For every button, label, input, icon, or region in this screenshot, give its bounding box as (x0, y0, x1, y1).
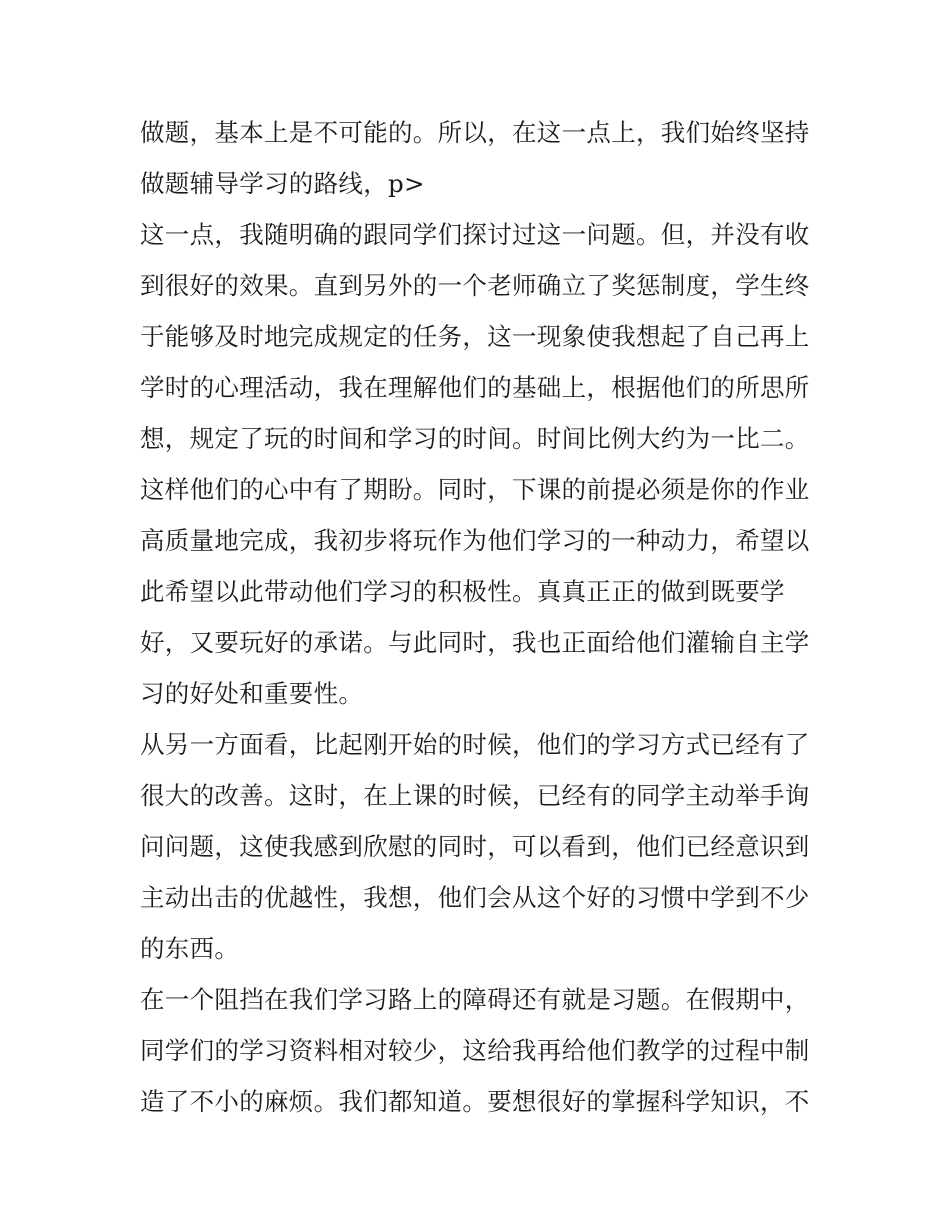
text-line-4: 到很好的效果。直到另外的一个老师确立了奖惩制度，学生终 (140, 271, 810, 300)
text-line-11: 好，又要玩好的承诺。与此同时，我也正面给他们灌输自主学 (140, 628, 810, 657)
text-line-8: 这样他们的心中有了期盼。同时，下课的前提必须是你的作业 (140, 475, 810, 504)
text-line-9: 高质量地完成，我初步将玩作为他们学习的一种动力，希望以 (140, 526, 810, 555)
text-line-3: 这一点，我随明确的跟同学们探讨过这一问题。但，并没有收 (140, 220, 810, 249)
text-line-2: 做题辅导学习的路线，p> (140, 169, 425, 198)
text-line-6: 学时的心理活动，我在理解他们的基础上，根据他们的所思所 (140, 373, 810, 402)
text-line-13: 从另一方面看，比起刚开始的时候，他们的学习方式已经有了 (140, 730, 810, 759)
text-line-14: 很大的改善。这时，在上课的时候，已经有的同学主动举手询 (140, 781, 810, 810)
text-line-17: 的东西。 (140, 934, 240, 963)
text-line-16: 主动出击的优越性，我想，他们会从这个好的习惯中学到不少 (140, 883, 810, 912)
text-line-10: 此希望以此带动他们学习的积极性。真真正正的做到既要学 (140, 577, 785, 606)
text-line-5: 于能够及时地完成规定的任务，这一现象使我想起了自己再上 (140, 322, 810, 351)
text-line-19: 同学们的学习资料相对较少，这给我再给他们教学的过程中制 (140, 1036, 810, 1065)
text-line-7: 想，规定了玩的时间和学习的时间。时间比例大约为一比二。 (140, 424, 810, 453)
text-line-1: 做题，基本上是不可能的。所以，在这一点上，我们始终坚持 (140, 118, 810, 147)
text-line-12: 习的好处和重要性。 (140, 679, 364, 708)
text-line-15: 问问题，这使我感到欣慰的同时，可以看到，他们已经意识到 (140, 832, 810, 861)
body-text (140, 107, 820, 1127)
text-line-18: 在一个阻挡在我们学习路上的障碍还有就是习题。在假期中， (140, 985, 810, 1014)
text-line-20: 造了不小的麻烦。我们都知道。要想很好的掌握科学知识，不 (140, 1087, 810, 1116)
